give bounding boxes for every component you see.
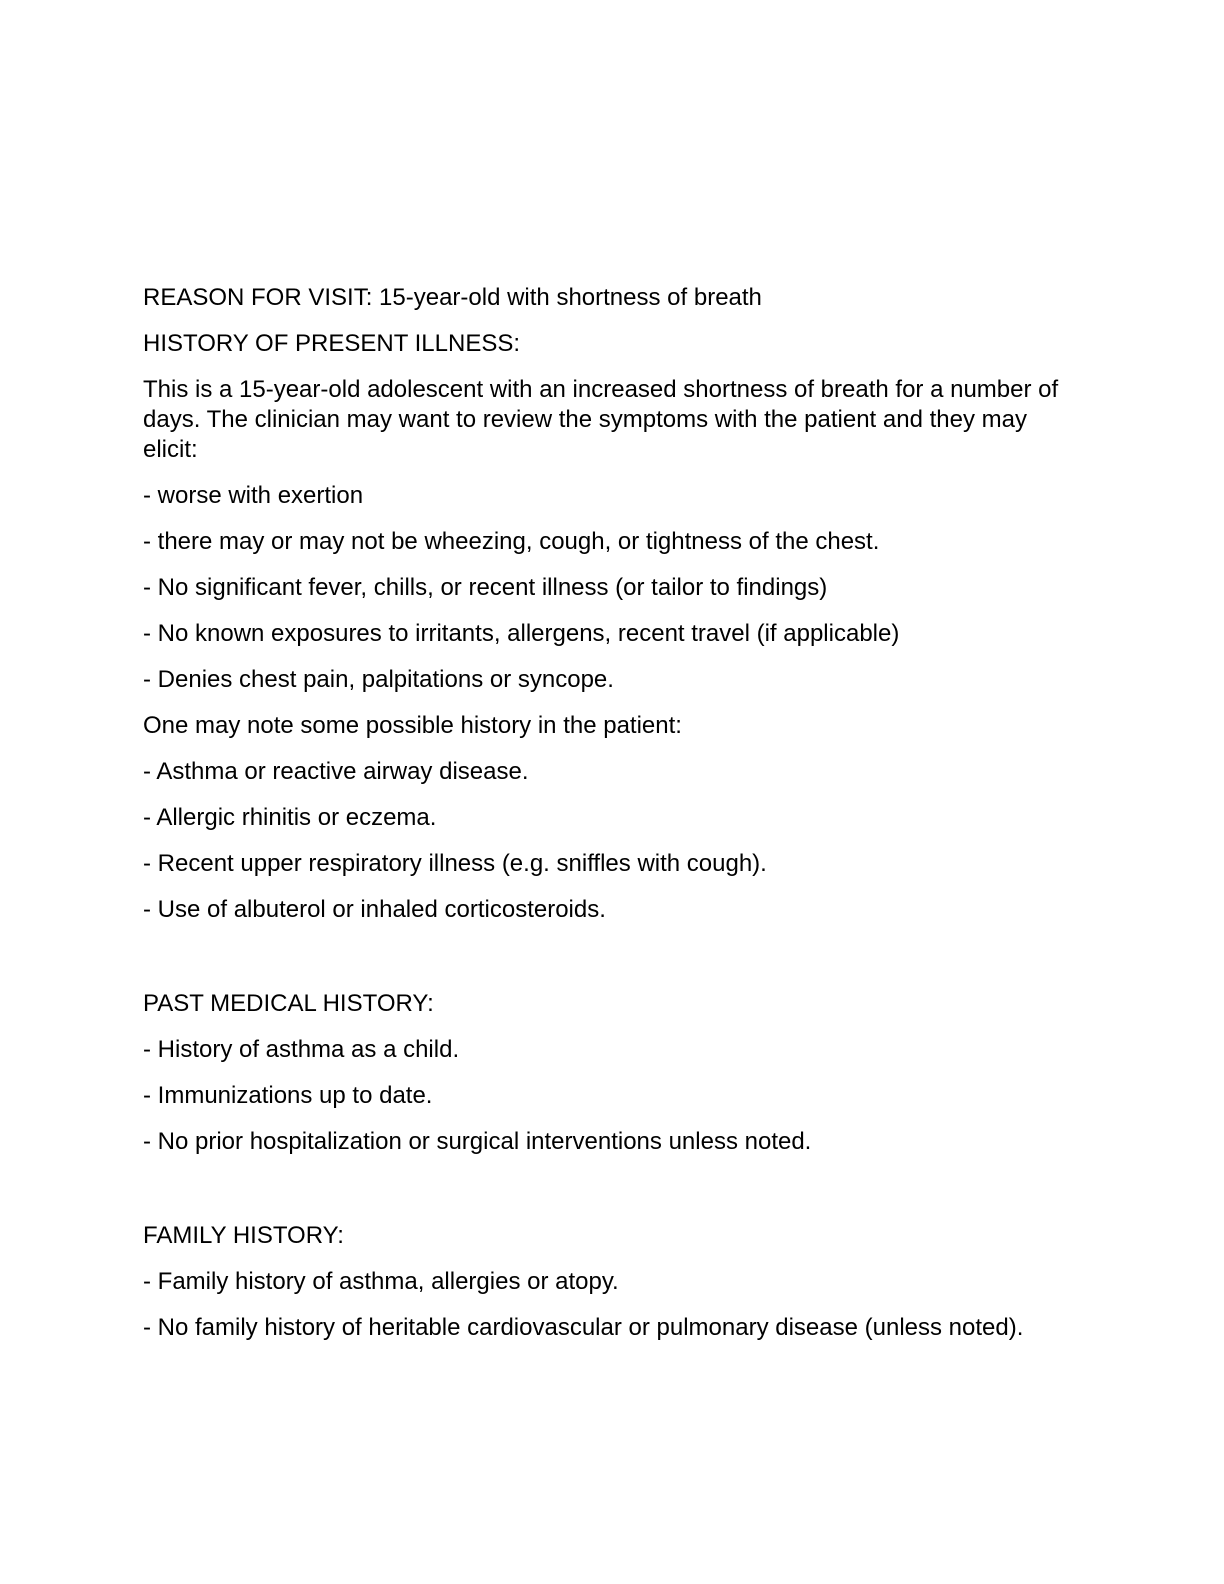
possible-history-intro: One may note some possible history in the patient: bbox=[143, 712, 682, 739]
possible-history-bullet: - Asthma or reactive airway disease. bbox=[143, 758, 529, 785]
family-history-bullet: - Family history of asthma, allergies or atopy. bbox=[143, 1268, 619, 1295]
hpi-bullet: - there may or may not be wheezing, cough, or tightness of the chest. bbox=[143, 528, 880, 555]
possible-history-bullet: - Allergic rhinitis or eczema. bbox=[143, 804, 437, 831]
possible-history-bullet: - Use of albuterol or inhaled corticosteroids. bbox=[143, 896, 606, 923]
section-heading-pmh: PAST MEDICAL HISTORY: bbox=[143, 990, 434, 1017]
hpi-bullet: - No significant fever, chills, or recent illness (or tailor to findings) bbox=[143, 574, 828, 601]
possible-history-bullet: - Recent upper respiratory illness (e.g. sniffles with cough). bbox=[143, 850, 767, 877]
pmh-bullet: - Immunizations up to date. bbox=[143, 1082, 433, 1109]
reason-for-visit-line: REASON FOR VISIT: 15-year-old with shortness of breath bbox=[143, 284, 762, 311]
hpi-bullet: - worse with exertion bbox=[143, 482, 364, 509]
section-heading-hpi: HISTORY OF PRESENT ILLNESS: bbox=[143, 330, 521, 357]
section-heading-family-history: FAMILY HISTORY: bbox=[143, 1222, 344, 1249]
pmh-bullet: - No prior hospitalization or surgical interventions unless noted. bbox=[143, 1128, 812, 1155]
family-history-bullet: - No family history of heritable cardiovascular or pulmonary disease (unless noted). bbox=[143, 1314, 1024, 1341]
hpi-bullet: - Denies chest pain, palpitations or syncope. bbox=[143, 666, 614, 693]
pmh-bullet: - History of asthma as a child. bbox=[143, 1036, 460, 1063]
hpi-bullet: - No known exposures to irritants, allergens, recent travel (if applicable) bbox=[143, 620, 900, 647]
hpi-intro-paragraph: This is a 15-year-old adolescent with an increased shortness of breath for a number of days. The clinician may want to review the symptoms with the patient and they may elicit: bbox=[143, 376, 1059, 463]
